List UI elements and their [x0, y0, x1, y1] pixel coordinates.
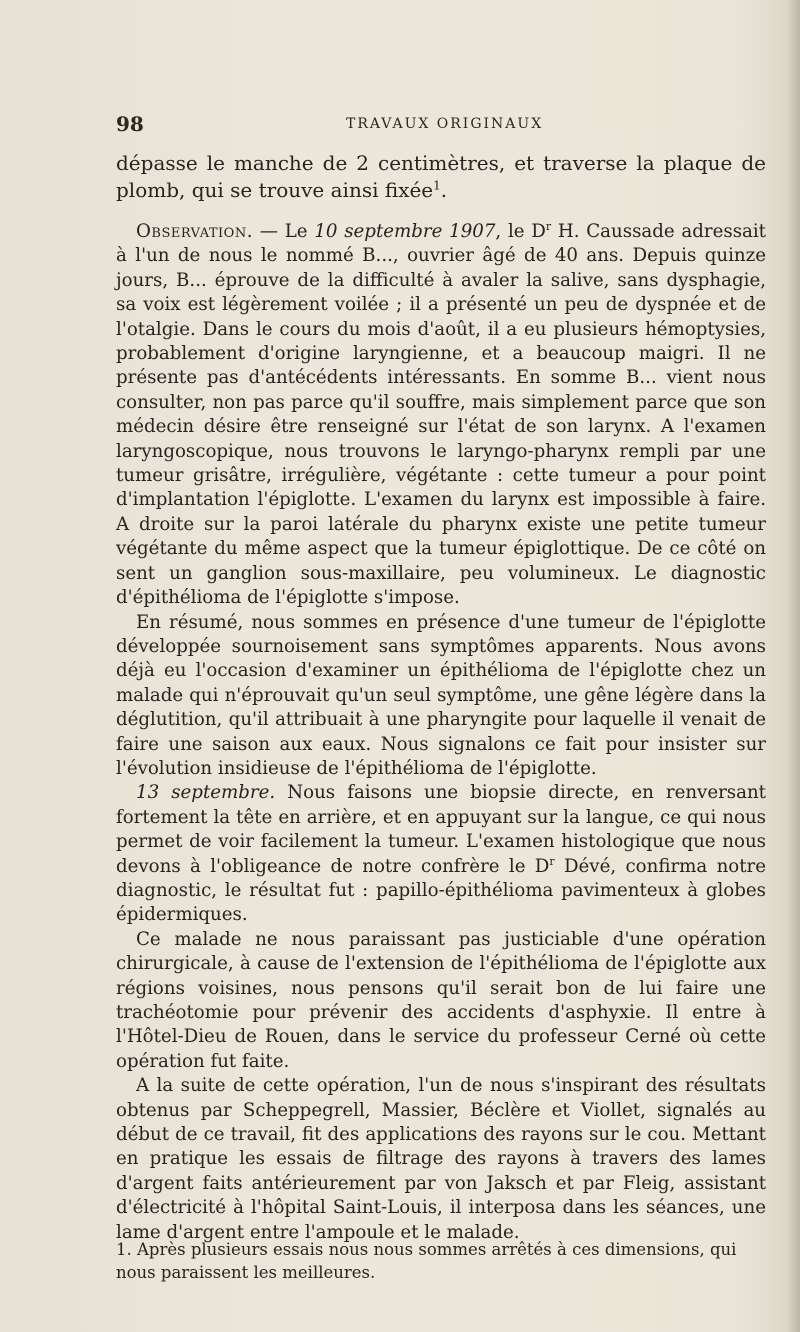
following-paragraph: A la suite de cette opération, l'un de nous s'inspirant des résultats obtenus par Scheppegrell, Massier, Béclère et Viollet, signalés au début de ce travail, fit des applications des rayons sur le cou. Mettant en pratique les essais de filtrage des rayons à travers des lames d'argent faits antérieurement par von Jaksch et par Fleig, assistant d'électricité à l'hôpital Saint-Louis, il interposa dans les séances, une lame d'argent entre l'ampoule et le malade.: [116, 1075, 766, 1243]
operation-paragraph: Ce malade ne nous paraissant pas justiciable d'une opération chirurgicale, à cause de l'extension de l'épithélioma de l'épiglotte aux régions voisines, nous pensons qu'il serait bon de lui faire une trachéotomie pour prévenir des accidents d'asphyxie. Il entre à l'Hôtel-Dieu de Rouen, dans le service du professeur Cerné où cette opération fut faite.: [116, 928, 766, 1072]
september-13-text-a: Nous faisons une biopsie directe, en renversant fortement la tête en arrière, et en appuyant sur la langue, ce qui nous permet de voir facilement la tumeur. L'examen histologique que nous devons à l'obligeance de notre confrère le D: [116, 782, 766, 877]
footnote-number: 1.: [116, 1240, 132, 1259]
page-header: [116, 112, 736, 142]
observation-dash: — Le: [253, 221, 315, 242]
footnote-reference: 1: [433, 178, 441, 193]
running-title: TRAVAUX ORIGINAUX: [346, 116, 544, 132]
observation-date: 10 septembre 1907: [314, 221, 496, 242]
intro-text: dépasse le manche de 2 centimètres, et traverse la plaque de plomb, qui se trouve ainsi fixée: [116, 151, 766, 202]
september-13-paragraph: [116, 781, 766, 927]
observation-label: Observation.: [136, 221, 253, 242]
observation-paragraph: [116, 220, 766, 611]
summary-paragraph: En résumé, nous sommes en présence d'une tumeur de l'épiglotte développée sournoisement sans symptômes apparents. Nous avons déjà eu l'occasion d'examiner un épithélioma de l'épiglotte chez un malade qui n'éprouvait qu'un seul symptôme, une gêne légère dans la déglutition, qu'il attribuait à une pharyngite pour laquelle il venait de faire une saison aux eaux. Nous signalons ce fait pour insister sur l'évolution insidieuse de l'épithélioma de l'épiglotte.: [116, 611, 766, 779]
footnote: [116, 1238, 766, 1284]
september-13-text-b: Dévé, confirma notre diagnostic, le résultat fut : papillo-épithélioma pavimenteux à globes épidermiques.: [116, 855, 767, 926]
page-edge-shadow: [786, 0, 800, 1332]
observation-text-a: , le D: [495, 221, 546, 242]
observation-text-b: H. Caussade adressait à l'un de nous le nommé B..., ouvrier âgé de 40 ans. Depuis quinze jours, B... éprouve de la difficulté à avaler la salive, sans dysphagie, sa voix est légèrement voilée ; il a présenté un peu de dyspnée et de l'otalgie. Dans le cours du mois d'août, il a eu plusieurs hémoptysies, probablement d'origine laryngienne, et a beaucoup maigri. Il ne présente pas d'antécédents intéressants. En somme B... vient nous consulter, non pas parce qu'il souffre, mais simplement parce que son médecin désire être renseigné sur l'état de son larynx. A l'examen laryngoscopique, nous trouvons le laryngo-pharynx rempli par une tumeur grisâtre, irrégulière, végétante : cette tumeur a pour point d'implantation l'épiglotte. L'examen du larynx est impossible à faire. A droite sur la paroi latérale du pharynx existe une petite tumeur végétante du même aspect que la tumeur épiglottique. De ce côté on sent un ganglion sous-maxillaire, peu volumineux. Le diagnostic d'épithélioma de l'épiglotte s'impose.: [116, 221, 766, 609]
page-number: 98: [116, 112, 144, 136]
body-text: [116, 150, 766, 1245]
footnote-text: Après plusieurs essais nous nous sommes arrêtés à ces dimensions, qui nous paraissent les meilleures.: [116, 1240, 737, 1282]
doctor-superscript: r: [549, 854, 555, 868]
intro-end: .: [440, 178, 448, 202]
doctor-superscript: r: [545, 219, 552, 233]
intro-paragraph: [116, 150, 766, 204]
september-13-date: 13 septembre.: [136, 782, 276, 804]
